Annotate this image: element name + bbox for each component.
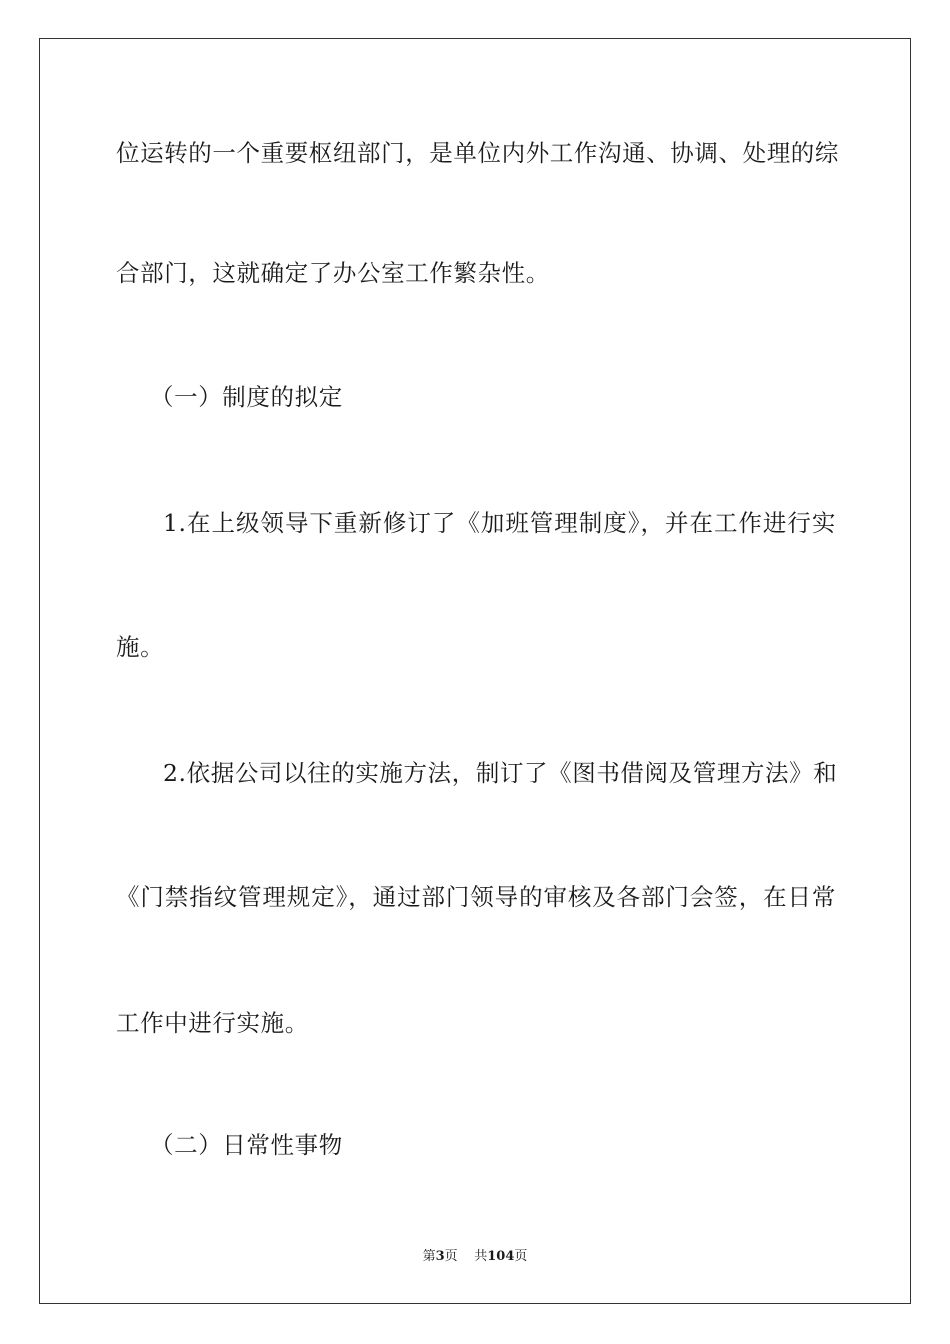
footer-total-prefix: 共 [474, 1249, 488, 1264]
footer-total-suffix: 页 [514, 1249, 528, 1264]
section-heading-2: （二）日常性事物 [150, 1131, 343, 1159]
body-line-2: 合部门，这就确定了办公室工作繁杂性。 [116, 259, 550, 287]
body-line-5: 2.依据公司以往的实施方法，制订了《图书借阅及管理方法》和 [163, 759, 838, 787]
body-line-1: 位运转的一个重要枢纽部门，是单位内外工作沟通、协调、处理的综 [116, 139, 839, 167]
body-line-7: 工作中进行实施。 [116, 1009, 309, 1037]
footer-total-pages: 104 [487, 1249, 515, 1264]
page-footer [0, 1248, 950, 1266]
page-border [39, 38, 911, 1304]
footer-page-prefix: 第 [422, 1249, 436, 1264]
body-line-4: 施。 [116, 633, 165, 661]
body-line-6: 《门禁指纹管理规定》，通过部门领导的审核及各部门会签，在日常 [116, 883, 836, 911]
footer-page-suffix: 页 [444, 1249, 458, 1264]
body-line-3: 1.在上级领导下重新修订了《加班管理制度》，并在工作进行实 [163, 509, 836, 537]
section-heading-1: （一）制度的拟定 [150, 383, 343, 411]
footer-page-number: 3 [435, 1249, 445, 1264]
